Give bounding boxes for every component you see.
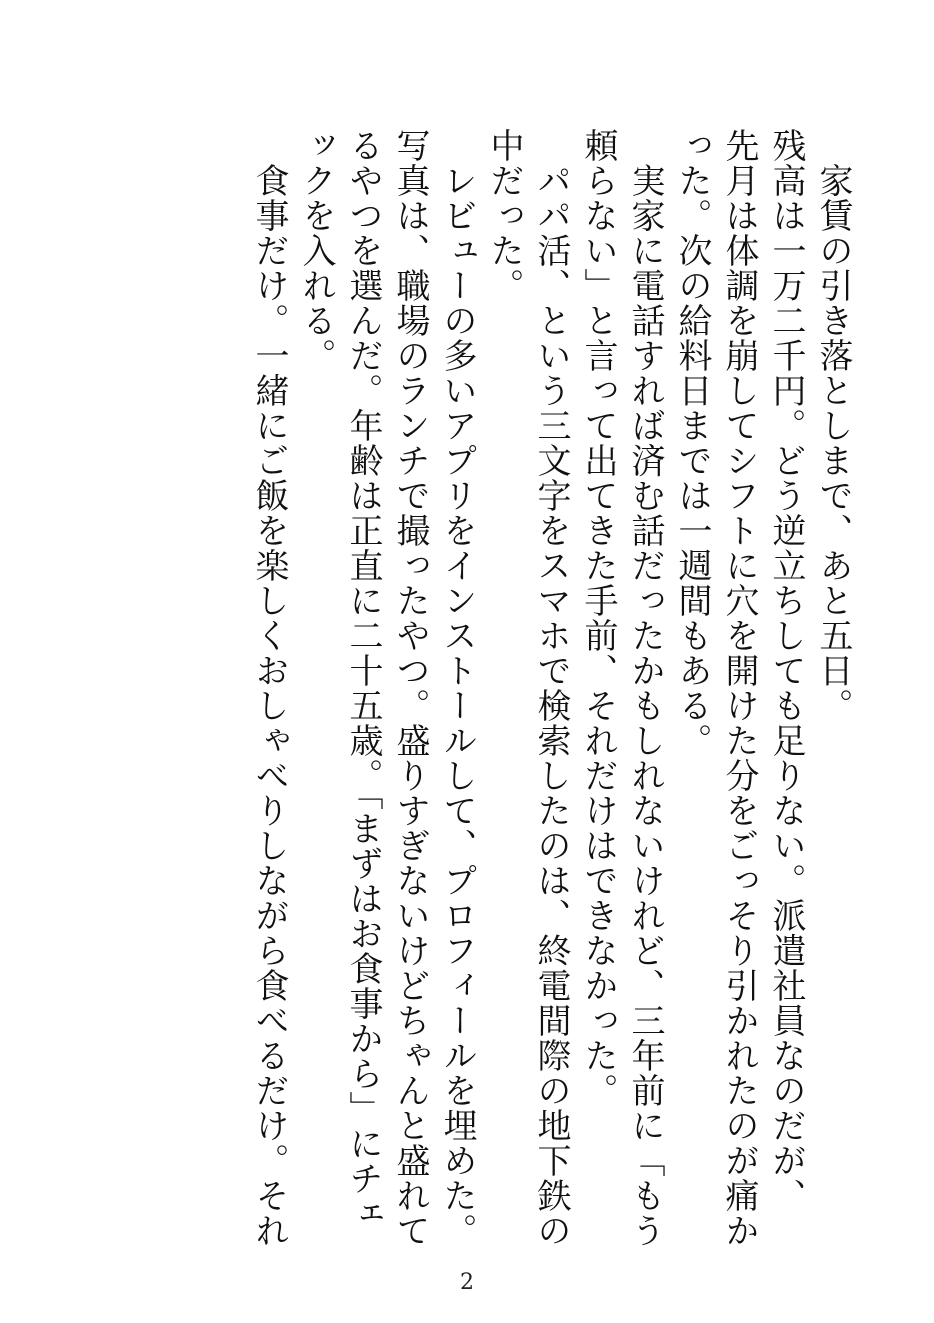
vertical-text-body <box>245 128 856 1248</box>
text-line: 実家に電話すれば済む話だったかもしれないけれど、三年前に「もう <box>625 128 665 1248</box>
text-line: った。次の給料日までは一週間もある。 <box>672 128 712 758</box>
text-line: 残高は一万二千円。どう逆立ちしても足りない。派遣社員なのだが、 <box>766 128 806 1213</box>
text-line: 先月は体調を崩してシフトに穴を開けた分をごっそり引かれたのが痛か <box>719 128 759 1248</box>
page-number: 2 <box>460 1270 474 1295</box>
text-line: レビューの多いアプリをインストールして、プロフィールを埋めた。 <box>437 128 477 1248</box>
text-line: パパ活、という三文字をスマホで検索したのは、終電間際の地下鉄の <box>531 128 571 1248</box>
text-line: ックを入れる。 <box>296 128 336 373</box>
text-line: 写真は、職場のランチで撮ったやつ。盛りすぎないけどちゃんと盛れて <box>390 128 430 1248</box>
text-line: 家賃の引き落としまで、あと五日。 <box>813 128 853 723</box>
text-line: 食事だけ。一緒にご飯を楽しくおしゃべりしながら食べるだけ。それ <box>249 128 289 1248</box>
text-line: 中だった。 <box>484 128 524 303</box>
text-line: 頼らない」と言って出てきた手前、それだけはできなかった。 <box>578 128 618 1108</box>
text-line: るやつを選んだ。年齢は正直に二十五歳。「まずはお食事から」にチェ <box>343 128 383 1231</box>
